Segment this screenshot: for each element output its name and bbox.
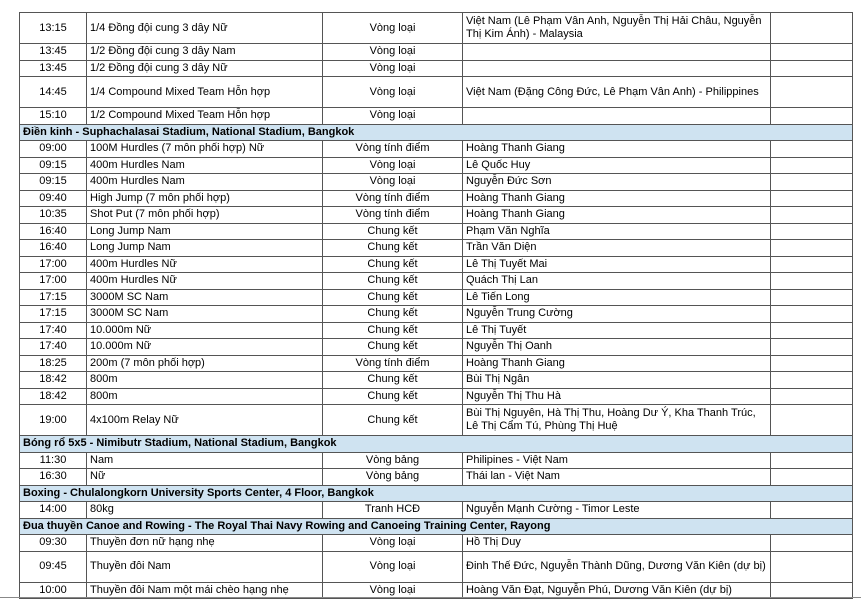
time-cell: 18:42 [20, 388, 87, 405]
event-cell: 800m [87, 388, 323, 405]
empty-cell [771, 256, 853, 273]
empty-cell [771, 273, 853, 290]
empty-cell [771, 207, 853, 224]
time-cell: 17:15 [20, 289, 87, 306]
event-cell: Long Jump Nam [87, 223, 323, 240]
athletes-cell: Hoàng Thanh Giang [463, 207, 771, 224]
event-cell: 400m Hurdles Nữ [87, 273, 323, 290]
round-cell: Tranh HCĐ [323, 502, 463, 519]
time-cell: 10:35 [20, 207, 87, 224]
time-cell: 09:15 [20, 174, 87, 191]
empty-cell [771, 157, 853, 174]
empty-cell [771, 306, 853, 323]
athletes-cell: Hoàng Thanh Giang [463, 190, 771, 207]
round-cell: Vòng bảng [323, 452, 463, 469]
athletes-cell [463, 60, 771, 77]
round-cell: Vòng tính điểm [323, 355, 463, 372]
empty-cell [771, 77, 853, 108]
round-cell: Vòng loại [323, 582, 463, 599]
section-title: Bóng rổ 5x5 - Nimibutr Stadium, National Stadium, Bangkok [20, 436, 853, 453]
athletes-cell [463, 108, 771, 125]
event-cell: 80kg [87, 502, 323, 519]
athletes-cell: Lê Thị Tuyết [463, 322, 771, 339]
page-bottom-rule [0, 597, 861, 598]
table-row [20, 388, 853, 405]
table-row [20, 273, 853, 290]
round-cell: Chung kết [323, 273, 463, 290]
empty-cell [771, 141, 853, 158]
section-title: Đua thuyền Canoe and Rowing - The Royal Thai Navy Rowing and Canoeing Training Center, Rayong [20, 518, 853, 535]
empty-cell [771, 355, 853, 372]
time-cell: 17:15 [20, 306, 87, 323]
time-cell: 13:15 [20, 13, 87, 44]
event-cell: 1/2 Compound Mixed Team Hỗn hợp [87, 108, 323, 125]
empty-cell [771, 60, 853, 77]
empty-cell [771, 502, 853, 519]
athletes-cell: Philipines - Việt Nam [463, 452, 771, 469]
round-cell: Chung kết [323, 405, 463, 436]
round-cell: Vòng loại [323, 551, 463, 582]
empty-cell [771, 405, 853, 436]
event-cell: 1/4 Đồng đội cung 3 dây Nữ [87, 13, 323, 44]
event-cell: 10.000m Nữ [87, 322, 323, 339]
event-cell: 10.000m Nữ [87, 339, 323, 356]
round-cell: Vòng tính điểm [323, 141, 463, 158]
empty-cell [771, 551, 853, 582]
empty-cell [771, 240, 853, 257]
event-cell: Thuyền đơn nữ hạng nhẹ [87, 535, 323, 552]
empty-cell [771, 452, 853, 469]
table-row [20, 256, 853, 273]
table-row [20, 157, 853, 174]
empty-cell [771, 174, 853, 191]
athletes-cell: Hoàng Văn Đạt, Nguyễn Phú, Dương Văn Kiên (dự bị) [463, 582, 771, 599]
athletes-cell: Lê Thị Tuyết Mai [463, 256, 771, 273]
round-cell: Chung kết [323, 256, 463, 273]
round-cell: Vòng loại [323, 174, 463, 191]
table-row [20, 207, 853, 224]
round-cell: Vòng loại [323, 535, 463, 552]
athletes-cell: Hoàng Thanh Giang [463, 141, 771, 158]
round-cell: Vòng loại [323, 44, 463, 61]
event-cell: 400m Hurdles Nam [87, 174, 323, 191]
round-cell: Vòng loại [323, 108, 463, 125]
table-row [20, 223, 853, 240]
table-row [20, 469, 853, 486]
event-cell: High Jump (7 môn phối hợp) [87, 190, 323, 207]
athletes-cell: Lê Quốc Huy [463, 157, 771, 174]
time-cell: 16:30 [20, 469, 87, 486]
table-row [20, 405, 853, 436]
time-cell: 16:40 [20, 223, 87, 240]
athletes-cell: Nguyễn Trung Cường [463, 306, 771, 323]
athletes-cell: Phạm Văn Nghĩa [463, 223, 771, 240]
athletes-cell: Quách Thị Lan [463, 273, 771, 290]
time-cell: 13:45 [20, 44, 87, 61]
athletes-cell: Hồ Thị Duy [463, 535, 771, 552]
athletes-cell: Bùi Thị Nguyên, Hà Thị Thu, Hoàng Dư Ý, Kha Thanh Trúc, Lê Thị Cẩm Tú, Phùng Thị Huệ [463, 405, 771, 436]
empty-cell [771, 13, 853, 44]
event-cell: 1/4 Compound Mixed Team Hỗn hợp [87, 77, 323, 108]
table-row [20, 240, 853, 257]
table-row [20, 502, 853, 519]
round-cell: Vòng loại [323, 60, 463, 77]
time-cell: 09:45 [20, 551, 87, 582]
section-header [20, 518, 853, 535]
round-cell: Chung kết [323, 240, 463, 257]
time-cell: 14:45 [20, 77, 87, 108]
table-row [20, 535, 853, 552]
athletes-cell: Nguyễn Đức Sơn [463, 174, 771, 191]
table-row [20, 372, 853, 389]
event-cell: 400m Hurdles Nữ [87, 256, 323, 273]
athletes-cell: Nguyễn Thị Thu Hà [463, 388, 771, 405]
time-cell: 09:00 [20, 141, 87, 158]
time-cell: 17:40 [20, 322, 87, 339]
athletes-cell [463, 44, 771, 61]
table-row [20, 44, 853, 61]
empty-cell [771, 223, 853, 240]
round-cell: Vòng tính điểm [323, 207, 463, 224]
table-row [20, 77, 853, 108]
athletes-cell: Nguyễn Mạnh Cường - Timor Leste [463, 502, 771, 519]
event-cell: 1/2 Đồng đội cung 3 dây Nữ [87, 60, 323, 77]
table-row [20, 108, 853, 125]
table-row [20, 174, 853, 191]
empty-cell [771, 372, 853, 389]
time-cell: 15:10 [20, 108, 87, 125]
event-cell: 800m [87, 372, 323, 389]
table-row [20, 190, 853, 207]
section-header [20, 124, 853, 141]
empty-cell [771, 289, 853, 306]
round-cell: Vòng tính điểm [323, 190, 463, 207]
time-cell: 18:42 [20, 372, 87, 389]
table-row [20, 551, 853, 582]
time-cell: 19:00 [20, 405, 87, 436]
time-cell: 17:00 [20, 256, 87, 273]
event-cell: Long Jump Nam [87, 240, 323, 257]
table-row [20, 289, 853, 306]
event-cell: 4x100m Relay Nữ [87, 405, 323, 436]
round-cell: Chung kết [323, 339, 463, 356]
round-cell: Chung kết [323, 223, 463, 240]
table-row [20, 355, 853, 372]
round-cell: Chung kết [323, 322, 463, 339]
round-cell: Vòng bảng [323, 469, 463, 486]
section-header [20, 436, 853, 453]
time-cell: 09:15 [20, 157, 87, 174]
table-row [20, 452, 853, 469]
time-cell: 14:00 [20, 502, 87, 519]
empty-cell [771, 108, 853, 125]
round-cell: Vòng loại [323, 13, 463, 44]
time-cell: 17:40 [20, 339, 87, 356]
time-cell: 13:45 [20, 60, 87, 77]
event-cell: Thuyền đôi Nam [87, 551, 323, 582]
event-cell: Nam [87, 452, 323, 469]
time-cell: 10:00 [20, 582, 87, 599]
schedule-body [20, 13, 853, 599]
empty-cell [771, 322, 853, 339]
time-cell: 18:25 [20, 355, 87, 372]
empty-cell [771, 44, 853, 61]
round-cell: Chung kết [323, 372, 463, 389]
empty-cell [771, 535, 853, 552]
table-row [20, 306, 853, 323]
table-row [20, 322, 853, 339]
event-cell: 400m Hurdles Nam [87, 157, 323, 174]
event-cell: 200m (7 môn phối hợp) [87, 355, 323, 372]
time-cell: 17:00 [20, 273, 87, 290]
event-cell: Shot Put (7 môn phối hợp) [87, 207, 323, 224]
event-cell: 100M Hurdles (7 môn phối hợp) Nữ [87, 141, 323, 158]
athletes-cell: Thái lan - Việt Nam [463, 469, 771, 486]
time-cell: 11:30 [20, 452, 87, 469]
athletes-cell: Bùi Thị Ngân [463, 372, 771, 389]
athletes-cell: Việt Nam (Đặng Công Đức, Lê Phạm Vân Anh) - Philippines [463, 77, 771, 108]
event-cell: Nữ [87, 469, 323, 486]
table-row [20, 141, 853, 158]
round-cell: Vòng loại [323, 157, 463, 174]
athletes-cell: Lê Tiến Long [463, 289, 771, 306]
section-title: Điền kinh - Suphachalasai Stadium, National Stadium, Bangkok [20, 124, 853, 141]
time-cell: 16:40 [20, 240, 87, 257]
time-cell: 09:30 [20, 535, 87, 552]
round-cell: Vòng loại [323, 77, 463, 108]
athletes-cell: Trần Văn Diện [463, 240, 771, 257]
section-title: Boxing - Chulalongkorn University Sports Center, 4 Floor, Bangkok [20, 485, 853, 502]
round-cell: Chung kết [323, 388, 463, 405]
athletes-cell: Đinh Thế Đức, Nguyễn Thành Dũng, Dương Văn Kiên (dự bị) [463, 551, 771, 582]
round-cell: Chung kết [323, 306, 463, 323]
empty-cell [771, 190, 853, 207]
table-row [20, 60, 853, 77]
empty-cell [771, 339, 853, 356]
event-cell: Thuyền đôi Nam một mái chèo hạng nhẹ [87, 582, 323, 599]
time-cell: 09:40 [20, 190, 87, 207]
round-cell: Chung kết [323, 289, 463, 306]
schedule-table [19, 12, 853, 599]
event-cell: 1/2 Đồng đội cung 3 dây Nam [87, 44, 323, 61]
athletes-cell: Nguyễn Thị Oanh [463, 339, 771, 356]
section-header [20, 485, 853, 502]
athletes-cell: Việt Nam (Lê Phạm Vân Anh, Nguyễn Thị Hải Châu, Nguyễn Thị Kim Ánh) - Malaysia [463, 13, 771, 44]
event-cell: 3000M SC Nam [87, 289, 323, 306]
table-row [20, 339, 853, 356]
table-row [20, 13, 853, 44]
event-cell: 3000M SC Nam [87, 306, 323, 323]
athletes-cell: Hoàng Thanh Giang [463, 355, 771, 372]
empty-cell [771, 388, 853, 405]
empty-cell [771, 469, 853, 486]
